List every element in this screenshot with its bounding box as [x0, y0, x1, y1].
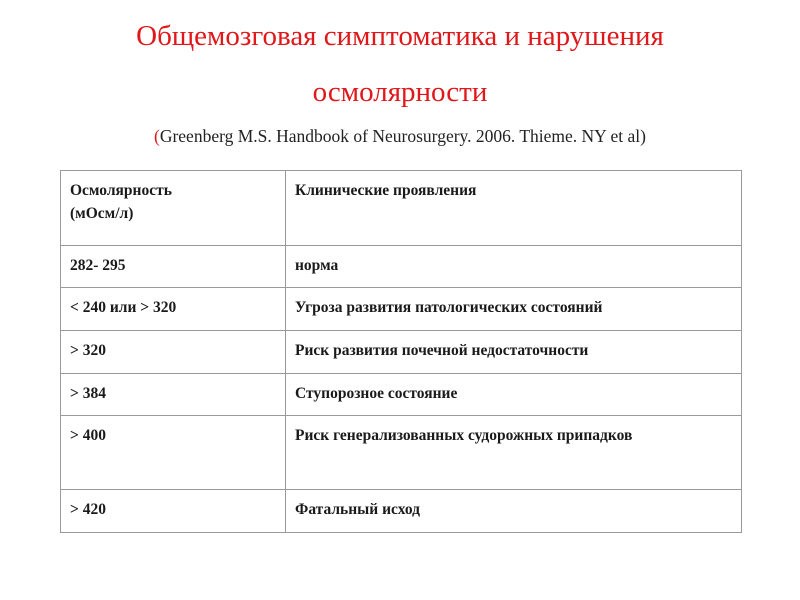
osmolarity-cell: > 400	[61, 416, 286, 490]
table-row	[61, 331, 742, 374]
table-row	[61, 416, 742, 490]
clinical-cell: Ступорозное состояние	[286, 374, 742, 416]
table-row	[61, 490, 742, 533]
header-osmolarity-unit: (мОсм/л)	[70, 205, 134, 222]
citation-open-paren: (	[154, 126, 160, 146]
osmolarity-cell: < 240 или > 320	[61, 288, 286, 331]
table-row	[61, 246, 742, 288]
osmolarity-table	[60, 170, 742, 533]
slide-title	[0, 8, 800, 120]
citation-text: Greenberg M.S. Handbook of Neurosurgery. 2006. Thieme. NY et al)	[159, 126, 646, 146]
header-cell-osmolarity	[61, 171, 286, 246]
slide-title-line-1: Общемозговая симптоматика и нарушения	[136, 20, 664, 52]
table-row	[61, 288, 742, 331]
clinical-cell: Риск развития почечной недостаточности	[286, 331, 742, 374]
table-header-row	[61, 171, 742, 246]
clinical-cell: Риск генерализованных судорожных припадков	[286, 416, 742, 490]
citation	[0, 126, 800, 147]
osmolarity-cell: 282- 295	[61, 246, 286, 288]
header-cell-clinical: Клинические проявления	[286, 171, 742, 246]
clinical-cell: Фатальный исход	[286, 490, 742, 533]
osmolarity-cell: > 384	[61, 374, 286, 416]
header-osmolarity-label: Осмолярность	[70, 182, 172, 199]
slide-title-line-2: осмолярности	[312, 76, 488, 108]
table-row	[61, 374, 742, 416]
clinical-cell: норма	[286, 246, 742, 288]
osmolarity-cell: > 420	[61, 490, 286, 533]
clinical-cell: Угроза развития патологических состояний	[286, 288, 742, 331]
osmolarity-cell: > 320	[61, 331, 286, 374]
